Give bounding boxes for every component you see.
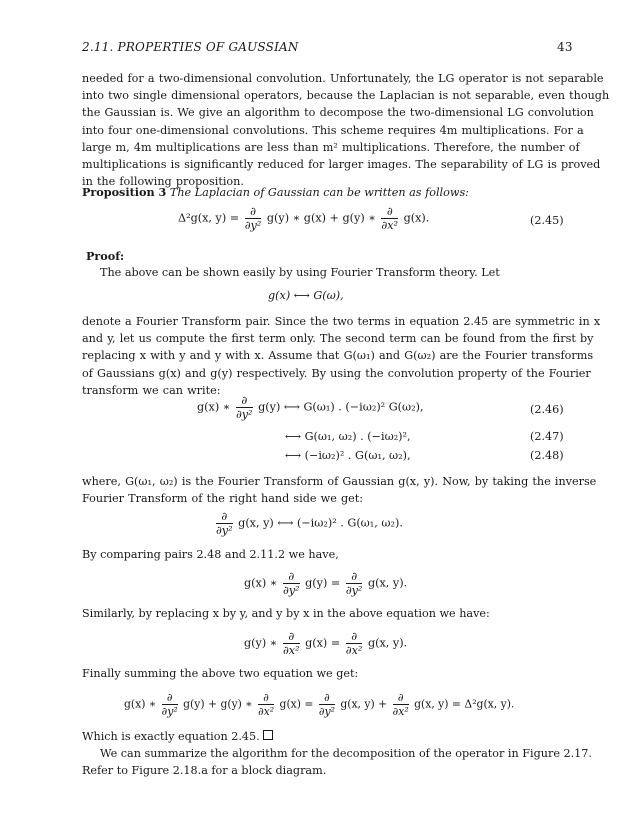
fraction-d-dx2	[381, 205, 398, 232]
text-line: into two single dimensional operators, because the Laplacian is not separable, even though	[82, 89, 610, 103]
eq-term: g(y) =	[305, 576, 341, 590]
text-line: in the following proposition.	[82, 175, 244, 189]
fraction-d-dy2	[236, 394, 253, 421]
qed-box-icon	[263, 730, 273, 740]
equation-final	[124, 691, 514, 718]
frac-den: ∂y²	[282, 584, 300, 597]
page-number: 43	[557, 40, 573, 54]
text-line: needed for a two-dimensional convolution. Unfortunately, the LG operator is not separable	[82, 72, 604, 85]
equation-2-47: ⟷ G(ω₁, ω₂) . (−iω₂)²,	[285, 430, 411, 443]
frac-den: ∂x²	[258, 705, 275, 718]
frac-num: ∂	[283, 570, 300, 584]
fraction-d-dy2	[319, 691, 335, 718]
frac-den: ∂x²	[381, 219, 399, 232]
proposition	[82, 185, 469, 199]
paragraph-intro	[82, 70, 610, 190]
conclusion-text: Which is exactly equation 2.45.	[82, 730, 260, 743]
text-line: replacing x with y and y with x. Assume that G(ω₁) and G(ω₂) are the Fourier transforms	[82, 349, 594, 363]
paragraph-fourier	[82, 313, 601, 399]
paragraph-summary-line: We can summarize the algorithm for the decomposition of the operator in Figure 2.17.	[100, 747, 592, 760]
eq-term: g(x) ∗	[244, 576, 278, 590]
eq-lhs: Δ²g(x, y) =	[178, 211, 240, 225]
equation-2-46	[197, 394, 424, 421]
paragraph-sum: Finally summing the above two equation we get:	[82, 667, 359, 680]
eq-term: g(x) ∗	[197, 400, 231, 414]
eq-term: g(x, y) +	[340, 697, 388, 711]
fourier-pair: g(x) ⟷ G(ω),	[268, 289, 344, 302]
frac-num: ∂	[216, 510, 233, 524]
equation-number: (2.48)	[530, 449, 564, 462]
proposition-label: Proposition 3	[82, 185, 167, 199]
text-line: transform we can write:	[82, 383, 221, 397]
paragraph-compare: By comparing pairs 2.48 and 2.11.2 we have,	[82, 548, 339, 561]
frac-num: ∂	[162, 691, 178, 705]
equation-2-48: ⟷ (−iω₂)² . G(ω₁, ω₂),	[285, 449, 411, 462]
eq-term: g(x) ∗	[124, 697, 157, 711]
frac-den: ∂x²	[282, 644, 300, 657]
proposition-statement: The Laplacian of Gaussian can be written as follows:	[169, 186, 469, 199]
frac-den: ∂y²	[345, 584, 363, 597]
proof-intro: The above can be shown easily by using Fourier Transform theory. Let	[100, 266, 500, 279]
text-line: into four one-dimensional convolutions. This scheme requires 4m multiplications. For a	[82, 123, 584, 137]
eq-term: g(x, y) ⟷ (−iω₂)² . G(ω₁, ω₂).	[238, 516, 403, 530]
fraction-d-dx2	[258, 691, 274, 718]
frac-den: ∂y²	[235, 408, 253, 421]
eq-term: g(y) ⟷ G(ω₁) . (−iω₂)² G(ω₂),	[258, 400, 424, 414]
equation-similar	[244, 630, 407, 657]
frac-den: ∂y²	[318, 705, 335, 718]
fraction-d-dy2	[346, 570, 363, 597]
frac-den: ∂y²	[161, 705, 178, 718]
eq-term: g(x, y) = Δ²g(x, y).	[414, 697, 515, 711]
frac-num: ∂	[245, 205, 262, 219]
fraction-d-dy2	[245, 205, 262, 232]
equation-compare	[244, 570, 407, 597]
text-line: Fourier Transform of the right hand side we get:	[82, 492, 364, 506]
text-line: of Gaussians g(x) and g(y) respectively. By using the convolution property of the Fourier	[82, 366, 591, 380]
frac-num: ∂	[258, 691, 274, 705]
text-line: the Gaussian is. We give an algorithm to decompose the two-dimensional LG convolution	[82, 106, 594, 120]
frac-den: ∂x²	[345, 644, 363, 657]
eq-term: g(y) ∗ g(x) + g(y) ∗	[266, 211, 376, 225]
eq-term: g(x).	[403, 211, 430, 225]
frac-den: ∂y²	[216, 524, 233, 537]
eq-term: g(y) + g(y) ∗	[183, 697, 253, 711]
equation-number: (2.46)	[530, 403, 564, 416]
eq-term: g(x) =	[279, 697, 314, 711]
frac-num: ∂	[381, 205, 398, 219]
text-line: where, G(ω₁, ω₂) is the Fourier Transform of Gaussian g(x, y). Now, by taking the inverse	[82, 475, 597, 488]
paragraph-summary-line: Refer to Figure 2.18.a for a block diagram.	[82, 764, 327, 777]
eq-term: g(y) ∗	[244, 636, 278, 650]
frac-num: ∂	[236, 394, 253, 408]
eq-term: g(x, y).	[367, 576, 408, 590]
frac-num: ∂	[393, 691, 409, 705]
fraction-d-dx2	[393, 691, 409, 718]
fraction-d-dy2	[283, 570, 300, 597]
text-line: multiplications is significantly reduced for larger images. The separability of LG is proved	[82, 157, 601, 171]
paragraph-conclusion	[82, 730, 273, 743]
proof-label: Proof:	[86, 249, 125, 263]
eq-term: g(x, y).	[367, 636, 408, 650]
fraction-d-dx2	[346, 630, 363, 657]
running-header: 2.11. PROPERTIES OF GAUSSIAN	[82, 40, 299, 54]
equation-number: (2.47)	[530, 430, 564, 443]
text-line: and y, let us compute the first term only. The second term can be found from the first by	[82, 332, 594, 346]
equation-number: (2.45)	[530, 214, 564, 227]
frac-den: ∂y²	[244, 219, 262, 232]
frac-num: ∂	[319, 691, 335, 705]
frac-den: ∂x²	[392, 705, 409, 718]
fraction-d-dy2	[216, 510, 233, 537]
equation-inverse	[214, 510, 403, 537]
frac-num: ∂	[346, 630, 363, 644]
paragraph-inverse	[82, 473, 597, 507]
frac-num: ∂	[346, 570, 363, 584]
text-line: denote a Fourier Transform pair. Since the two terms in equation 2.45 are symmetric in x	[82, 315, 601, 328]
equation-2-45	[178, 205, 429, 232]
eq-term: g(x) =	[305, 636, 341, 650]
frac-num: ∂	[283, 630, 300, 644]
fraction-d-dy2	[162, 691, 178, 718]
text-line: large m, 4m multiplications are less than m² multiplications. Therefore, the number of	[82, 140, 580, 154]
paragraph-similar: Similarly, by replacing x by y, and y by x in the above equation we have:	[82, 607, 490, 620]
fraction-d-dx2	[283, 630, 300, 657]
